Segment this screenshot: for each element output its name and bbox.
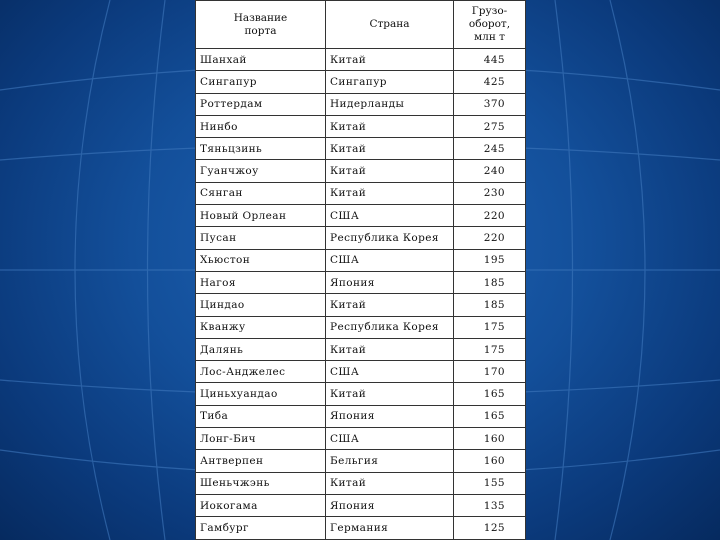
table-row	[196, 494, 526, 516]
country-cell: Китай	[326, 338, 454, 360]
header-country	[326, 1, 454, 49]
port-name-cell: Антверпен	[196, 450, 326, 472]
port-name-cell: Хьюстон	[196, 249, 326, 271]
port-name-cell: Пусан	[196, 227, 326, 249]
port-name-cell: Далянь	[196, 338, 326, 360]
header-port-line1: Название	[233, 11, 288, 24]
port-name-cell: Сянган	[196, 182, 326, 204]
port-name-cell: Иокогама	[196, 494, 326, 516]
table-row	[196, 517, 526, 539]
port-name-cell: Нагоя	[196, 271, 326, 293]
port-name-cell: Тиба	[196, 405, 326, 427]
country-cell: Нидерланды	[326, 93, 454, 115]
table-row	[196, 71, 526, 93]
table-row	[196, 271, 526, 293]
country-cell: Китай	[326, 294, 454, 316]
country-cell: Сингапур	[326, 71, 454, 93]
cargo-volume-cell: 230	[454, 182, 526, 204]
cargo-volume-cell: 275	[454, 115, 526, 137]
header-volume-line2: оборот,	[468, 18, 511, 30]
port-name-cell: Шанхай	[196, 49, 326, 71]
port-name-cell: Сингапур	[196, 71, 326, 93]
country-cell: Бельгия	[326, 450, 454, 472]
port-name-cell: Лос-Анджелес	[196, 361, 326, 383]
cargo-volume-cell: 125	[454, 517, 526, 539]
cargo-volume-cell: 220	[454, 227, 526, 249]
country-cell: США	[326, 249, 454, 271]
port-name-cell: Новый Орлеан	[196, 205, 326, 227]
ports-table	[195, 0, 526, 540]
cargo-volume-cell: 370	[454, 93, 526, 115]
country-cell: США	[326, 361, 454, 383]
table-row	[196, 115, 526, 137]
header-volume-line3: млн т	[474, 31, 505, 43]
cargo-volume-cell: 185	[454, 271, 526, 293]
country-cell: Китай	[326, 383, 454, 405]
header-cargo-volume	[454, 1, 526, 49]
ports-table-sheet	[195, 0, 525, 540]
country-cell: Япония	[326, 271, 454, 293]
country-cell: Китай	[326, 138, 454, 160]
table-row	[196, 249, 526, 271]
table-row	[196, 205, 526, 227]
header-volume-line1: Грузо-	[471, 5, 508, 17]
table-row	[196, 338, 526, 360]
port-name-cell: Лонг-Бич	[196, 428, 326, 450]
table-row	[196, 227, 526, 249]
table-row	[196, 383, 526, 405]
header-port-name	[196, 1, 326, 49]
cargo-volume-cell: 175	[454, 338, 526, 360]
port-name-cell: Роттердам	[196, 93, 326, 115]
cargo-volume-cell: 445	[454, 49, 526, 71]
country-cell: Китай	[326, 115, 454, 137]
country-cell: Китай	[326, 160, 454, 182]
cargo-volume-cell: 425	[454, 71, 526, 93]
table-row	[196, 182, 526, 204]
table-row	[196, 138, 526, 160]
table-row	[196, 49, 526, 71]
cargo-volume-cell: 160	[454, 428, 526, 450]
cargo-volume-cell: 135	[454, 494, 526, 516]
cargo-volume-cell: 245	[454, 138, 526, 160]
header-port-line2: порта	[244, 24, 277, 37]
port-name-cell: Шеньчжэнь	[196, 472, 326, 494]
cargo-volume-cell: 175	[454, 316, 526, 338]
cargo-volume-cell: 170	[454, 361, 526, 383]
country-cell: Китай	[326, 182, 454, 204]
table-row	[196, 472, 526, 494]
port-name-cell: Гуанчжоу	[196, 160, 326, 182]
country-cell: Япония	[326, 405, 454, 427]
port-name-cell: Кванжу	[196, 316, 326, 338]
port-name-cell: Тяньцзинь	[196, 138, 326, 160]
port-name-cell: Циндао	[196, 294, 326, 316]
table-row	[196, 405, 526, 427]
country-cell: Китай	[326, 49, 454, 71]
country-cell: США	[326, 205, 454, 227]
table-row	[196, 361, 526, 383]
table-body	[196, 49, 526, 540]
table-header-row	[196, 1, 526, 49]
cargo-volume-cell: 195	[454, 249, 526, 271]
cargo-volume-cell: 185	[454, 294, 526, 316]
table-row	[196, 93, 526, 115]
country-cell: Япония	[326, 494, 454, 516]
table-row	[196, 450, 526, 472]
header-country-line1: Страна	[369, 18, 410, 30]
port-name-cell: Гамбург	[196, 517, 326, 539]
cargo-volume-cell: 160	[454, 450, 526, 472]
table-row	[196, 316, 526, 338]
country-cell: Китай	[326, 472, 454, 494]
port-name-cell: Циньхуандао	[196, 383, 326, 405]
table-row	[196, 294, 526, 316]
country-cell: США	[326, 428, 454, 450]
cargo-volume-cell: 155	[454, 472, 526, 494]
cargo-volume-cell: 220	[454, 205, 526, 227]
cargo-volume-cell: 240	[454, 160, 526, 182]
table-row	[196, 428, 526, 450]
table-row	[196, 160, 526, 182]
cargo-volume-cell: 165	[454, 383, 526, 405]
country-cell: Германия	[326, 517, 454, 539]
country-cell: Республика Корея	[326, 227, 454, 249]
country-cell: Республика Корея	[326, 316, 454, 338]
cargo-volume-cell: 165	[454, 405, 526, 427]
port-name-cell: Нинбо	[196, 115, 326, 137]
